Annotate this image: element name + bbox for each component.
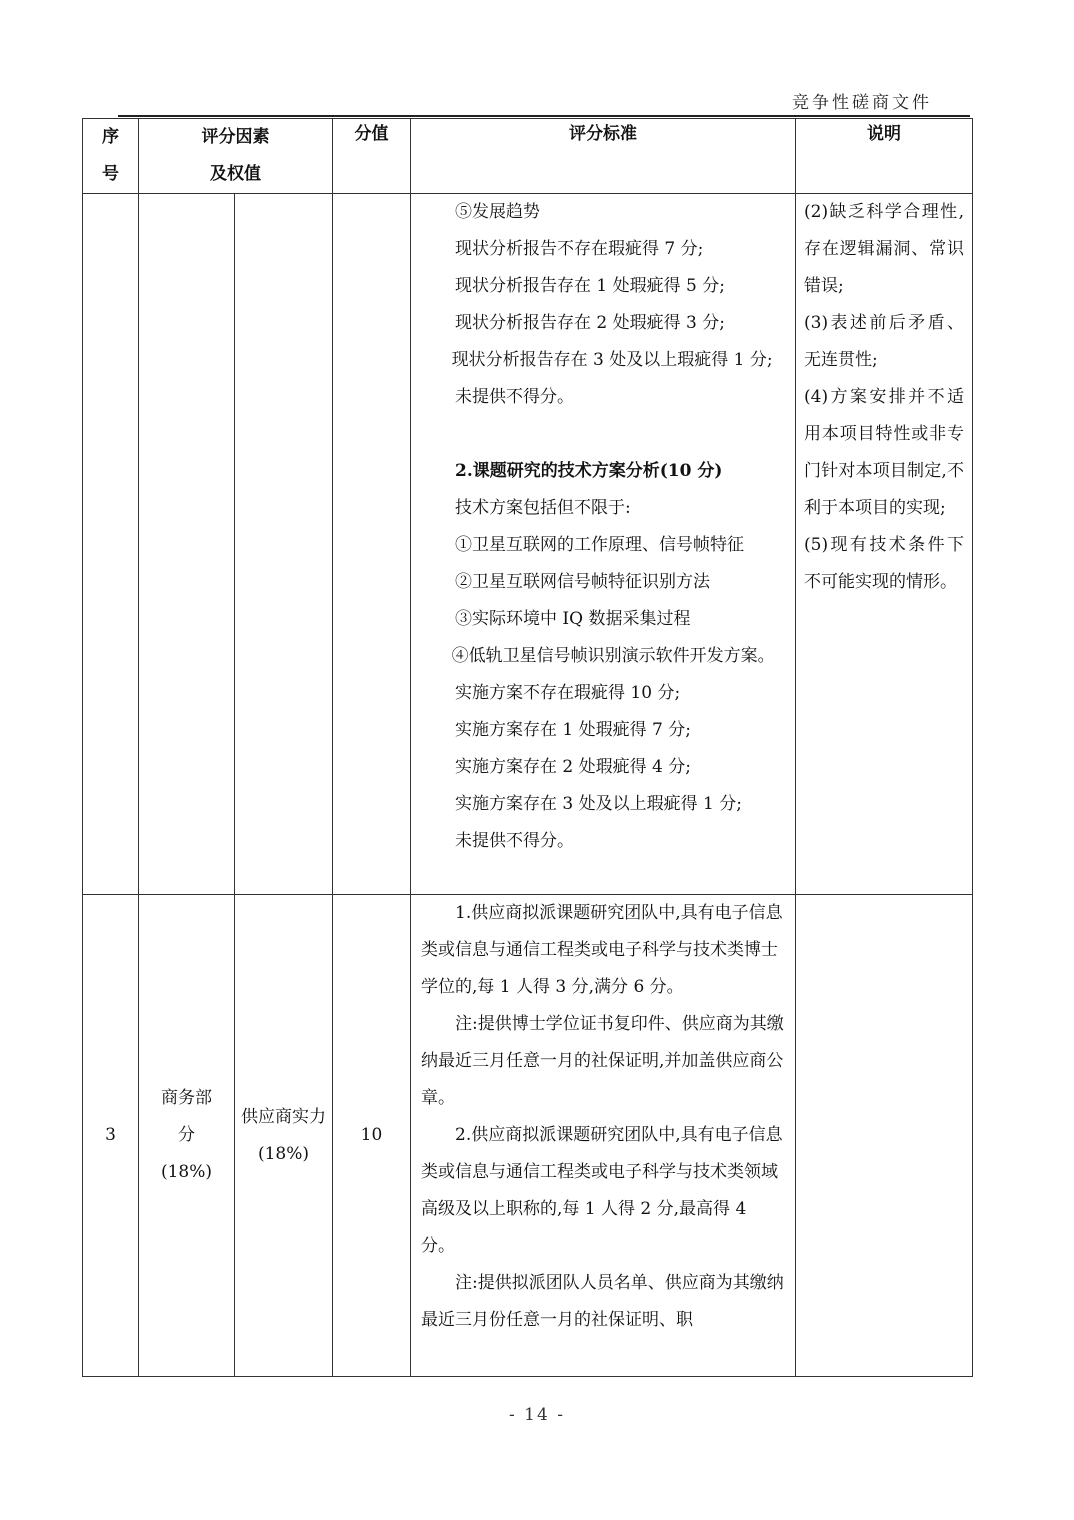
row3-factor: 供应商实力(18%) [241, 1106, 326, 1164]
header-note: 说明 [796, 119, 973, 194]
header-score: 分值 [333, 119, 411, 194]
header-factor [139, 119, 333, 194]
criteria-paragraph: 1.供应商拟派课题研究团队中,具有电子信息类或信息与通信工程类或电子科学与技术类博士学位的,每 1 人得 3 分,满分 6 分。 [421, 903, 783, 997]
row3-part-cell [139, 895, 235, 1377]
header-factor-line1: 评分因素 [201, 127, 270, 147]
blank-line [421, 416, 785, 453]
criteria-section-heading: 2.课题研究的技术方案分析(10 分) [455, 461, 723, 481]
criteria-line: 实施方案存在 1 处瑕疵得 7 分; [455, 720, 691, 740]
criteria-line: 实施方案不存在瑕疵得 10 分; [455, 683, 681, 703]
criteria-paragraph: 注:提供拟派团队人员名单、供应商为其缴纳最近三月份任意一月的社保证明、职 [421, 1273, 784, 1330]
header-seq-line2: 号 [102, 164, 119, 184]
criteria-paragraph: 注:提供博士学位证书复印件、供应商为其缴纳最近三月任意一月的社保证明,并加盖供应商公章。 [421, 1014, 784, 1108]
cont-factor-cell [235, 194, 333, 895]
criteria-line: 未提供不得分。 [455, 831, 574, 851]
criteria-line: 实施方案存在 3 处及以上瑕疵得 1 分; [455, 794, 742, 814]
criteria-line: 现状分析报告存在 2 处瑕疵得 3 分; [455, 313, 725, 333]
row3-part-weight: (18%) [160, 1162, 213, 1182]
cont-criteria-cell [411, 194, 796, 895]
cont-seq-cell [83, 194, 139, 895]
header-seq [83, 119, 139, 194]
criteria-line: 技术方案包括但不限于: [455, 498, 631, 518]
table-row-continued [83, 194, 973, 895]
criteria-line: ④低轨卫星信号帧识别演示软件开发方案。 [451, 646, 775, 666]
criteria-line: ③实际环境中 IQ 数据采集过程 [455, 609, 691, 629]
page-number: - 14 - [509, 1405, 565, 1425]
document-header-title: 竞争性磋商文件 [792, 93, 932, 113]
criteria-line: ①卫星互联网的工作原理、信号帧特征 [455, 535, 744, 555]
row3-seq: 3 [83, 895, 139, 1377]
criteria-line: ⑤发展趋势 [455, 202, 540, 222]
criteria-line: ②卫星互联网信号帧特征识别方法 [455, 572, 710, 592]
note-item: (5)现有技术条件下不可能实现的情形。 [804, 535, 964, 592]
criteria-line: 现状分析报告存在 3 处及以上瑕疵得 1 分; [451, 350, 773, 370]
cont-note-cell [796, 194, 973, 895]
table-row-3 [83, 895, 973, 1377]
criteria-line: 实施方案存在 2 处瑕疵得 4 分; [455, 757, 691, 777]
note-item: (3)表述前后矛盾、无连贯性; [804, 313, 964, 370]
note-item: (4)方案安排并不适用本项目特性或非专门针对本项目制定,不利于本项目的实现; [804, 387, 964, 518]
row3-note-cell [796, 895, 973, 1377]
cont-part-cell [139, 194, 235, 895]
criteria-paragraph: 2.供应商拟派课题研究团队中,具有电子信息类或信息与通信工程类或电子科学与技术类领域高级及以上职称的,每 1 人得 2 分,最高得 4 分。 [421, 1125, 783, 1256]
row3-part: 商务部分 [161, 1088, 212, 1145]
header-factor-line2: 及权值 [210, 164, 261, 184]
row3-score: 10 [333, 895, 411, 1377]
header-seq-line1: 序 [102, 127, 119, 147]
criteria-line: 现状分析报告存在 1 处瑕疵得 5 分; [455, 276, 725, 296]
row3-criteria-cell [411, 895, 796, 1377]
criteria-line: 未提供不得分。 [455, 387, 574, 407]
note-item: (2)缺乏科学合理性,存在逻辑漏洞、常识错误; [804, 202, 964, 296]
scoring-table [82, 118, 973, 1377]
row3-factor-cell [235, 895, 333, 1377]
header-criteria: 评分标准 [411, 119, 796, 194]
criteria-line: 现状分析报告不存在瑕疵得 7 分; [455, 239, 704, 259]
cont-score-cell [333, 194, 411, 895]
table-header-row [83, 119, 973, 194]
